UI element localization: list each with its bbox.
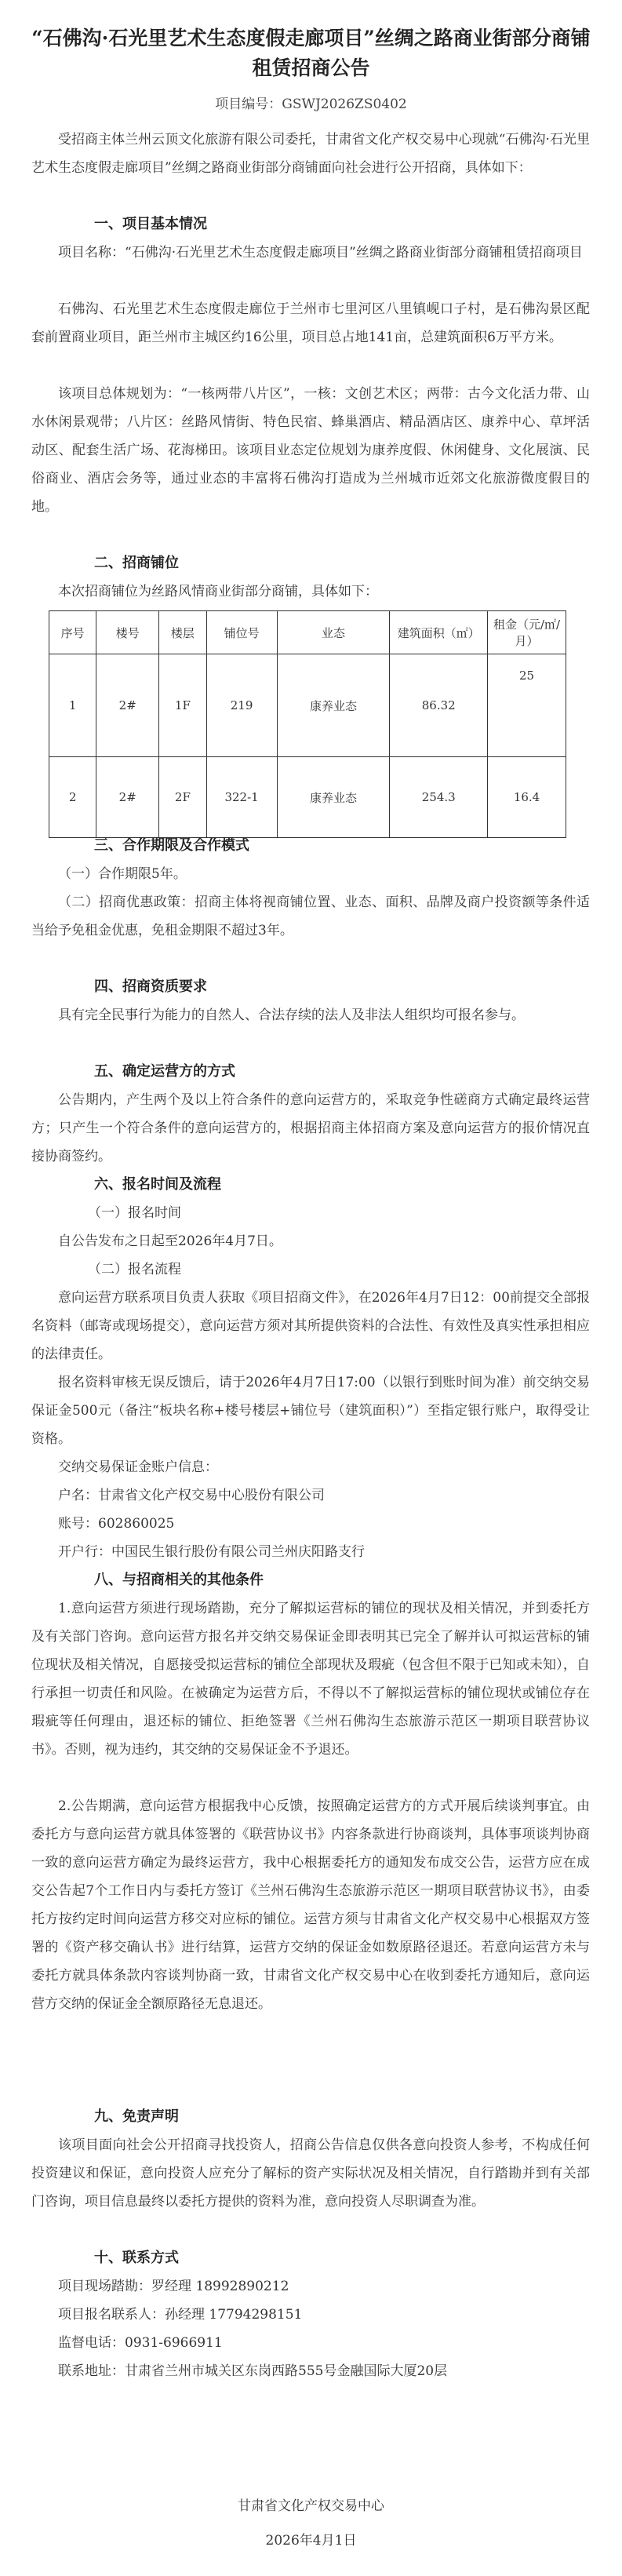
project-plan: 该项目总体规划为：“一核两带八片区”，一核：文创艺术区；两带：古今文化活力带、山水休闲景观带；八片区：丝路风情街、特色民宿、蜂巢酒店、精品酒店区、康养中心、草坪活动区、配套生活广场、花海梯田。该项目业态定位规划为康养度假、休闲健身、文化展演、民俗商业、酒店会务等，通过业态的丰富将石佛沟打造成为兰州城市近郊文化旅游微度假目的地。 [31,386,590,515]
table-cell: 254.3 [390,757,488,838]
project-number: 项目编号：GSWJ2026ZS0402 [215,97,407,112]
condition-2: 2.公告期满，意向运营方根据我中心反馈，按照确定运营方的方式开展后续谈判事宜。由委托方与意向运营方就具体签署的《联营协议书》内容条款进行协商谈判，具体事项谈判协商一致的意向运营方确定为最终运营方，我中心根据委托方的通知发布成交公告，运营方应在成交公告起7个工作日内与委托方签订《兰州石佛沟生态旅游示范区一期项目联营协议书》，由委托方按约定时间向运营方移交对应标的铺位。运营方须与甘肃省文化产权交易中心根据双方签署的《资产移交确认书》进行结算，运营方交纳的保证金如数原路径退还。若意向运营方未与委托方就具体条款内容谈判协商一致，甘肃省文化产权交易中心在收到委托方通知后，意向运营方交纳的保证金全额原路径无息退还。 [31,1798,590,2012]
disclaimer-text: 该项目面向社会公开招商寻找投资人，招商公告信息仅供各意向投资人参考，不构成任何投资建议和保证，意向投资人应充分了解标的资产实际状况及相关情况，自行踏勘并到有关部门咨询，项目信息最终以委托方提供的资料为准，意向投资人尽职调查为准。 [31,2137,590,2210]
section-10-heading: 十、联系方式 [94,2250,179,2266]
registration-process: 意向运营方联系项目负责人获取《项目招商文件》，在2026年4月7日12：00前提交全部报名资料（邮寄或现场提交），意向运营方须对其所提供资料的合法性、有效性及真实性承担相应的法律责任。 [31,1290,590,1362]
account-bank: 开户行：中国民生银行股份有限公司兰州庆阳路支行 [58,1544,365,1560]
table-cell: 康养业态 [277,757,390,838]
account-name: 户名：甘肃省文化产权交易中心股份有限公司 [58,1488,325,1503]
table-header: 序号 [49,611,96,654]
intro-paragraph: 受招商主体兰州云顶文化旅游有限公司委托，甘肃省文化产权交易中心现就“石佛沟·石光里艺术生态度假走廊项目”丝绸之路商业街部分商铺面向社会进行公开招商，具体如下： [31,132,590,176]
contact-address: 联系地址：甘肃省兰州市城关区东岗西路555号金融国际大厦20层 [58,2363,448,2379]
qualification-text: 具有完全民事行为能力的自然人、合法存续的法人及非法人组织均可报名参与。 [58,1007,525,1023]
contact-registration: 项目报名联系人：孙经理 17794298151 [58,2307,303,2323]
table-cell: 1F [159,654,206,757]
project-name: 项目名称：“石佛沟·石光里艺术生态度假走廊项目”丝绸之路商业街部分商铺租赁招商项目 [58,245,583,261]
incentive-policy: （二）招商优惠政策：招商主体将视商铺位置、业态、面积、品牌及商户投资额等条件适当给予免租金优惠，免租金期限不超过3年。 [31,894,590,938]
table-cell: 2# [96,757,159,838]
table-cell: 2F [159,757,206,838]
table-cell: 322-1 [206,757,277,838]
deposit-instructions: 报名资料审核无误反馈后，请于2026年4月7日17:00（以银行到账时间为准）前交纳交易保证金500元（备注“板块名称+楼号楼层+铺位号（建筑面积）”）至指定银行账户，取得受让资格。 [31,1375,590,1447]
section-2-heading: 二、招商铺位 [94,555,179,571]
signature-org: 甘肃省文化产权交易中心 [238,2498,384,2514]
registration-process-label: （二）报名流程 [88,1262,181,1277]
table-header: 建筑面积（㎡） [390,611,488,654]
contact-site-visit: 项目现场踏勘：罗经理 18992890212 [58,2279,289,2294]
table-header: 租金（元/㎡/月） [488,611,566,654]
table-cell: 86.32 [390,654,488,757]
signature-date: 2026年4月1日 [265,2533,357,2549]
table-cell: 16.4 [488,757,566,838]
section-8-heading: 八、与招商相关的其他条件 [94,1572,264,1588]
section-9-heading: 九、免责声明 [94,2108,179,2125]
table-cell: 219 [206,654,277,757]
account-info-title: 交纳交易保证金账户信息： [58,1459,218,1475]
registration-time: 自公告发布之日起至2026年4月7日。 [58,1233,282,1249]
cooperation-term: （一）合作期限5年。 [58,866,187,882]
section-5-heading: 五、确定运营方的方式 [94,1063,235,1080]
shops-table [49,610,566,838]
page-title: “石佛沟·石光里艺术生态度假走廊项目”丝绸之路商业街部分商铺租赁招商公告 [31,27,591,79]
registration-time-label: （一）报名时间 [88,1205,181,1221]
account-number: 账号：602860025 [58,1516,175,1532]
section-3-heading: 三、合作期限及合作模式 [94,837,249,854]
table-cell: 1 [49,654,96,757]
table-header: 楼层 [159,611,206,654]
table-cell: 康养业态 [277,654,390,757]
table-header: 业态 [277,611,390,654]
table-row [49,757,566,838]
table-header: 铺位号 [206,611,277,654]
shops-description: 本次招商铺位为丝路风情商业街部分商铺，具体如下： [58,584,378,599]
contact-supervision: 监督电话：0931-6966911 [58,2335,223,2351]
table-cell: 25 [488,654,566,757]
table-cell: 2# [96,654,159,757]
section-6-heading: 六、报名时间及流程 [94,1176,221,1193]
table-row [49,654,566,757]
section-1-heading: 一、项目基本情况 [94,216,207,232]
condition-1: 1.意向运营方须进行现场踏勘，充分了解拟运营标的铺位的现状及相关情况，并到委托方及有关部门咨询。意向运营方报名并交纳交易保证金即表明其已完全了解并认可拟运营标的铺位现状及相关情况，自愿接受拟运营标的铺位全部现状及瑕疵（包含但不限于已知或未知），自行承担一切责任和风险。在被确定为运营方后，不得以不了解拟运营标的铺位现状或铺位存在瑕疵等任何理由，退还标的铺位、拒绝签署《兰州石佛沟生态旅游示范区一期项目联营协议书》。否则，视为违约，其交纳的交易保证金不予退还。 [31,1601,590,1758]
table-header-row [49,611,566,654]
table-cell: 2 [49,757,96,838]
section-4-heading: 四、招商资质要求 [94,978,207,995]
project-location: 石佛沟、石光里艺术生态度假走廊位于兰州市七里河区八里镇岘口子村，是石佛沟景区配套前置商业项目，距兰州市主城区约16公里，项目总占地141亩，总建筑面积6万平方米。 [31,301,590,345]
table-header: 楼号 [96,611,159,654]
selection-method: 公告期内，产生两个及以上符合条件的意向运营方的，采取竞争性磋商方式确定最终运营方；只产生一个符合条件的意向运营方的，根据招商主体招商方案及意向运营方的报价情况直接协商签约。 [31,1092,590,1164]
